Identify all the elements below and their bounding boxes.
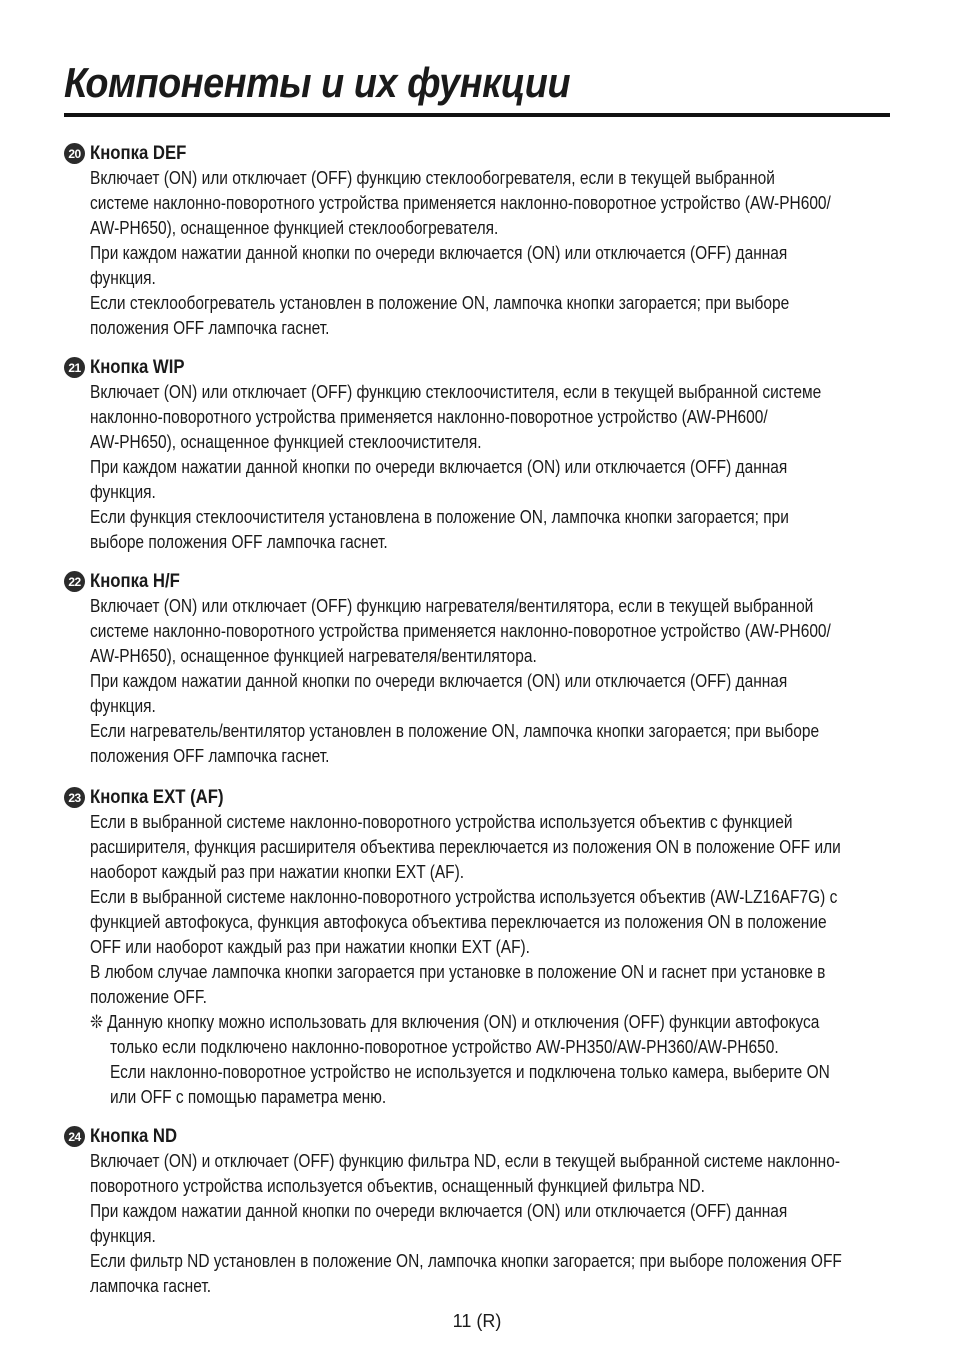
- body-line: поворотного устройства используется объектив, оснащенный функцией фильтра ND.: [90, 1176, 705, 1196]
- body-line: системе наклонно-поворотного устройства применяется наклонно-поворотное устройство (AW-PH600/: [90, 621, 831, 641]
- body-line: Если в выбранной системе наклонно-поворотного устройства используется объектив с функцией: [90, 812, 793, 832]
- body-line: положения OFF лампочка гаснет.: [90, 746, 330, 766]
- body-line: В любом случае лампочка кнопки загорается при установке в положение ON и гаснет при установке в: [90, 962, 826, 982]
- body-line: положение OFF.: [90, 987, 207, 1007]
- section-def-button: [64, 141, 890, 341]
- body-line: Если нагреватель/вентилятор установлен в положение ON, лампочка кнопки загорается; при выборе: [90, 721, 820, 741]
- body-line: Если стеклообогреватель установлен в положение ON, лампочка кнопки загорается; при выборе: [90, 293, 790, 313]
- section-title: Кнопка H/F: [90, 570, 180, 592]
- body-line: лампочка гаснет.: [90, 1276, 212, 1296]
- body-line: Включает (ON) или отключает (OFF) функцию стеклообогревателя, если в текущей выбранной: [90, 168, 775, 188]
- number-badge: 21: [64, 357, 85, 378]
- body-line: Если функция стеклоочистителя установлена в положение ON, лампочка кнопки загорается; при: [90, 507, 789, 527]
- body-line: наоборот каждый раз при нажатии кнопки EXT (AF).: [90, 862, 465, 882]
- body-line: функцией автофокуса, функция автофокуса объектива переключается из положения ON в положение: [90, 912, 827, 932]
- body-line: функция.: [90, 268, 156, 288]
- body-line: Включает (ON) и отключает (OFF) функцию фильтра ND, если в текущей выбранной системе наклонно-: [90, 1151, 841, 1171]
- section-heading: [64, 785, 890, 810]
- body-line: При каждом нажатии данной кнопки по очереди включается (ON) или отключается (OFF) данная: [90, 457, 788, 477]
- body-line: наклонно-поворотного устройства применяется наклонно-поворотное устройство (AW-PH600/: [90, 407, 768, 427]
- body-line: Если в выбранной системе наклонно-поворотного устройства используется объектив (AW-LZ16AF7G) с: [90, 887, 838, 907]
- body-line: выборе положения OFF лампочка гаснет.: [90, 532, 388, 552]
- number-badge: 23: [64, 787, 85, 808]
- body-line: Включает (ON) или отключает (OFF) функцию стеклоочистителя, если в текущей выбранной системе: [90, 382, 822, 402]
- note-line: ❊ Данную кнопку можно использовать для включения (ON) и отключения (OFF) функции автофокуса: [90, 1012, 820, 1032]
- section-title: Кнопка EXT (AF): [90, 786, 224, 808]
- section-wip-button: [64, 355, 890, 555]
- note-line: только если подключено наклонно-поворотное устройство AW-PH350/AW-PH360/AW-PH650.: [110, 1037, 779, 1057]
- body-line: AW-PH650), оснащенное функцией стеклообогревателя.: [90, 218, 499, 238]
- body-line: системе наклонно-поворотного устройства применяется наклонно-поворотное устройство (AW-PH600/: [90, 193, 831, 213]
- body-line: расширителя, функция расширителя объектива переключается из положения ON в положение OFF или: [90, 837, 841, 857]
- note-line: Если наклонно-поворотное устройство не используется и подключена только камера, выберите ON: [110, 1062, 830, 1082]
- section-title: Кнопка DEF: [90, 142, 187, 164]
- body-line: AW-PH650), оснащенное функцией стеклоочистителя.: [90, 432, 482, 452]
- number-badge: 22: [64, 571, 85, 592]
- section-heading: [64, 355, 890, 380]
- body-line: Включает (ON) или отключает (OFF) функцию нагревателя/вентилятора, если в текущей выбранной: [90, 596, 814, 616]
- body-line: OFF или наоборот каждый раз при нажатии кнопки EXT (AF).: [90, 937, 530, 957]
- section-ext-af-button: [64, 785, 890, 1110]
- section-title: Кнопка WIP: [90, 356, 185, 378]
- body-line: При каждом нажатии данной кнопки по очереди включается (ON) или отключается (OFF) данная: [90, 671, 788, 691]
- body-line: функция.: [90, 696, 156, 716]
- body-line: положения OFF лампочка гаснет.: [90, 318, 330, 338]
- note-line: или OFF с помощью параметра меню.: [110, 1087, 387, 1107]
- body-line: При каждом нажатии данной кнопки по очереди включается (ON) или отключается (OFF) данная: [90, 243, 788, 263]
- section-heading: [64, 1124, 890, 1149]
- body-line: Если фильтр ND установлен в положение ON, лампочка кнопки загорается; при выборе положения OFF: [90, 1251, 842, 1271]
- number-badge: 24: [64, 1126, 85, 1147]
- section-heading: [64, 141, 890, 166]
- title-rule: [64, 113, 890, 117]
- body-line: При каждом нажатии данной кнопки по очереди включается (ON) или отключается (OFF) данная: [90, 1201, 788, 1221]
- page-title: Компоненты и их функции: [64, 59, 571, 106]
- body-line: функция.: [90, 1226, 156, 1246]
- body-line: AW-PH650), оснащенное функцией нагревателя/вентилятора.: [90, 646, 537, 666]
- section-title: Кнопка ND: [90, 1125, 178, 1147]
- section-hf-button: [64, 569, 890, 769]
- body-line: функция.: [90, 482, 156, 502]
- number-badge: 20: [64, 143, 85, 164]
- section-nd-button: [64, 1124, 890, 1299]
- page-number: 11 (R): [452, 1311, 502, 1331]
- section-heading: [64, 569, 890, 594]
